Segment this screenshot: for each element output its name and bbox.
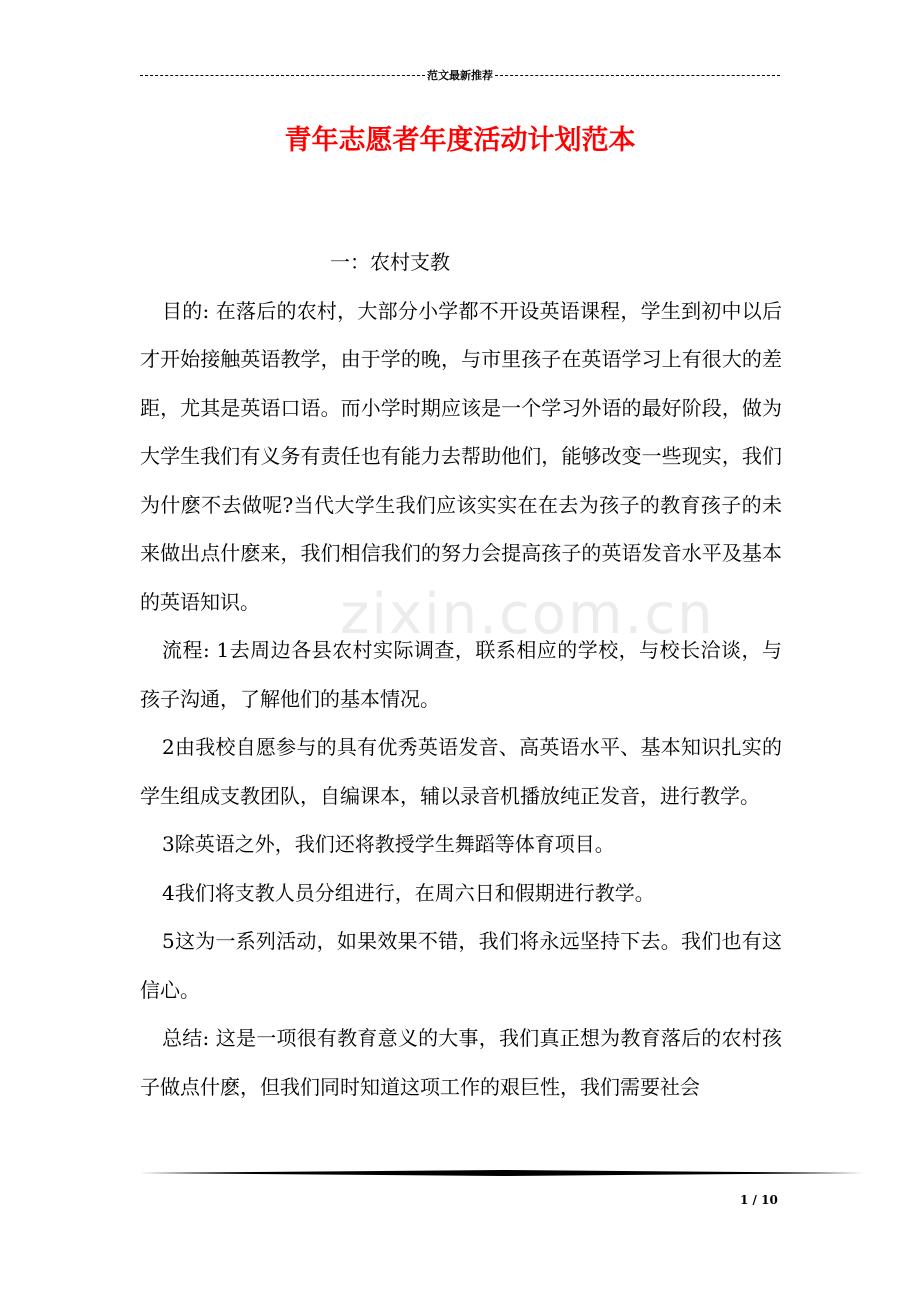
document-body	[140, 238, 782, 1111]
paragraph-process: 流程: 1去周边各县农村实际调查，联系相应的学校，与校长洽谈，与孩子沟通，了解他们的基本情况。	[140, 638, 782, 711]
header-dash-left	[140, 75, 425, 77]
page-header	[140, 68, 780, 84]
document-title: 青年志愿者年度活动计划范本	[284, 125, 636, 156]
section-heading: 一：农村支教	[330, 250, 450, 274]
paragraph-step-3: 3除英语之外，我们还将教授学生舞蹈等体育项目。	[162, 832, 615, 856]
paragraph-step-5: 5这为一系列活动，如果效果不错，我们将永远坚持下去。我们也有这信心。	[140, 929, 782, 1002]
header-dash-right	[495, 75, 780, 77]
page-number: 1 / 10	[740, 1193, 778, 1207]
watermark-text: zixin.com.cn	[340, 582, 715, 647]
paragraph-purpose: 目的: 在落后的农村，大部分小学都不开设英语课程，学生到初中以后才开始接触英语教学，由于学的晚，与市里孩子在英语学习上有很大的差距，尤其是英语口语。而小学时期应该是一个学习外语的最好阶段，做为大学生我们有义务有责任也有能力去帮助他们，能够改变一些现实，我们为什麽不去做呢?当代大学生我们应该实实在在去为孩子的教育孩子的未来做出点什麽来，我们相信我们的努力会提高孩子的英语发音水平及基本的英语知识。	[140, 298, 782, 614]
paragraph-step-4: 4我们将支教人员分组进行，在周六日和假期进行教学。	[162, 880, 655, 905]
paragraph-step-2: 2由我校自愿参与的具有优秀英语发音、高英语水平、基本知识扎实的学生组成支教团队，自编课本，辅以录音机播放纯正发音，进行教学。	[140, 735, 782, 808]
footer-rule	[140, 1170, 864, 1176]
paragraph-summary: 总结: 这是一项很有教育意义的大事，我们真正想为教育落后的农村孩子做点什麽，但我们同时知道这项工作的艰巨性，我们需要社会	[140, 1026, 782, 1099]
header-label: 范文最新推荐	[427, 69, 493, 82]
